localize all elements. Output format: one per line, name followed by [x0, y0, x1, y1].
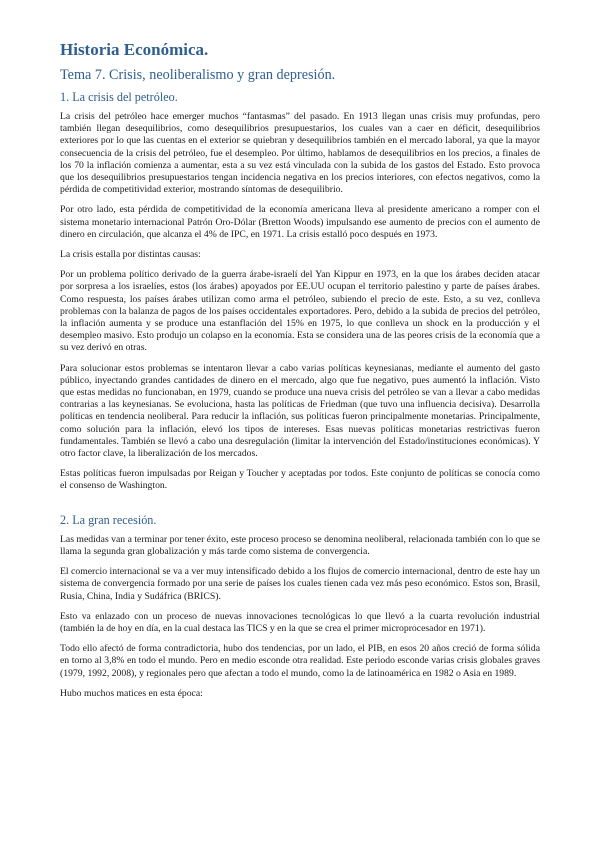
section-heading-2: 2. La gran recesión.	[60, 512, 157, 527]
paragraph: Todo ello afectó de forma contradictoria, hubo dos tendencias, por un lado, el PIB, en esos 20 años creció de forma sólida en torno al 3,8% en todo el mundo. Pero en medio esconde otra realidad. Este periodo esconde varias crisis globales graves (1979, 1992, 2008), y regionales pero que afectan a todo el mundo, como la de latinoamérica en 1982 o Asia en 1989.	[60, 643, 540, 679]
paragraph: La crisis estalla por distintas causas:	[60, 249, 201, 261]
paragraph: Hubo muchos matices en esta época:	[60, 687, 203, 699]
paragraph: Para solucionar estos problemas se intentaron llevar a cabo varias políticas keynesianas, mediante el aumento del gasto público, inyectando grandes cantidades de dinero en el mercado, algo que fue negativo, pues aumentó la inflación. Visto que estas medidas no funcionaban, en 1979, cuando se produce una nueva crisis del petróleo se van a llevar a cabo medidas contrarias a las keynesianas. Se evoluciona, hasta las políticas de Friedman (que tuvo una influencia decisiva). Desarrolla políticas en tendencia neoliberal. Para reducir la inflación, sus políticas fueron principalmente monetarias. Principalmente, como solución para la inflación, elevó los tipos de intereses. Esas nuevas políticas monetarias restrictivas fueron fundamentales. También se llevó a cabo una desregulación (limitar la intervención del Estado/instituciones económicas). Y otro factor clave, la liberalización de los mercados.	[60, 362, 540, 460]
paragraph: Las medidas van a terminar por tener éxito, este proceso proceso se denomina neoliberal, relacionada también con lo que se llama la segunda gran globalización y más tarde como sistema de convergencia.	[60, 533, 540, 557]
paragraph: Por otro lado, esta pérdida de competitividad de la economía americana lleva al presidente americano a romper con el sistema monetario internacional Patrón Oro-Dólar (Bretton Woods) impulsando ese aumento de precios con el aumento de dinero en circulación, que alcanza el 4% de IPC, en 1971. La crisis estalló poco después en 1973.	[60, 204, 540, 240]
paragraph: La crisis del petróleo hace emerger muchos “fantasmas” del pasado. En 1913 llegan unas crisis muy profundas, pero también llegan desequilibrios, como desequilibrios presupuestarios, los cuales van a caer en déficit, desequilibrios exteriores por lo que las cuentas en el exterior se quiebran y desequilibrios también en el mercado laboral, ya que la mayor consecuencia de la crisis del petróleo, fue el desempleo. Por último, hablamos de desequilibrios en los precios, a finales de los 70 la inflación comienza a aumentar, esta a su vez está vinculada con la subida de los gastos del Estado. Esto provoca que los desequilibrios presupuestarios tengan incidencia negativa en los precios interiores, con efectos negativos, como la pérdida de competitividad exterior, mostrando síntomas de desequilibrio.	[60, 111, 540, 196]
section-heading-1: 1. La crisis del petróleo.	[60, 90, 178, 104]
paragraph: Esto va enlazado con un proceso de nuevas innovaciones tecnológicas lo que llevó a la cuarta revolución industrial (también la de hoy en día, en la cual destaca las TICS y en la que se crea el primer microprocesador en 1971).	[60, 610, 540, 634]
document-title: Historia Económica.	[60, 40, 209, 59]
document-subtitle: Tema 7. Crisis, neoliberalismo y gran depresión.	[60, 67, 336, 83]
section-spacer	[60, 501, 540, 512]
paragraph: Por un problema político derivado de la guerra árabe-israelí del Yan Kippur en 1973, en la que los árabes deciden atacar por sorpresa a los israelíes, estos (los árabes) apoyados por EE.UU ocupan el territorio palestino y parte de países árabes. Como respuesta, los países árabes utilizan como arma el petróleo, subiendo el precio de este. Esto, a su vez, conlleva problemas con la balanza de pagos de los países occidentales exportadores. Pero, debido a la subida de precios del petróleo, la inflación aumenta y se produce una estanflación del 15% en 1975, lo que conlleva un shock en la producción y el desempleo masivo. Esto produjo un colapso en la economía. Esta se considera una de las peores crisis de la economía que a su vez derivó en otras.	[60, 269, 540, 354]
paragraph: El comercio internacional se va a ver muy intensificado debido a los flujos de comercio internacional, dentro de este hay un sistema de convergencia formado por una serie de países los cuales tienen cada vez más peso económico. Estos son, Brasil, Rusia, China, India y Sudáfrica (BRICS).	[60, 566, 540, 602]
paragraph: Estas políticas fueron impulsadas por Reigan y Toucher y aceptadas por todos. Este conjunto de políticas se conocía como el consenso de Washington.	[60, 468, 540, 492]
